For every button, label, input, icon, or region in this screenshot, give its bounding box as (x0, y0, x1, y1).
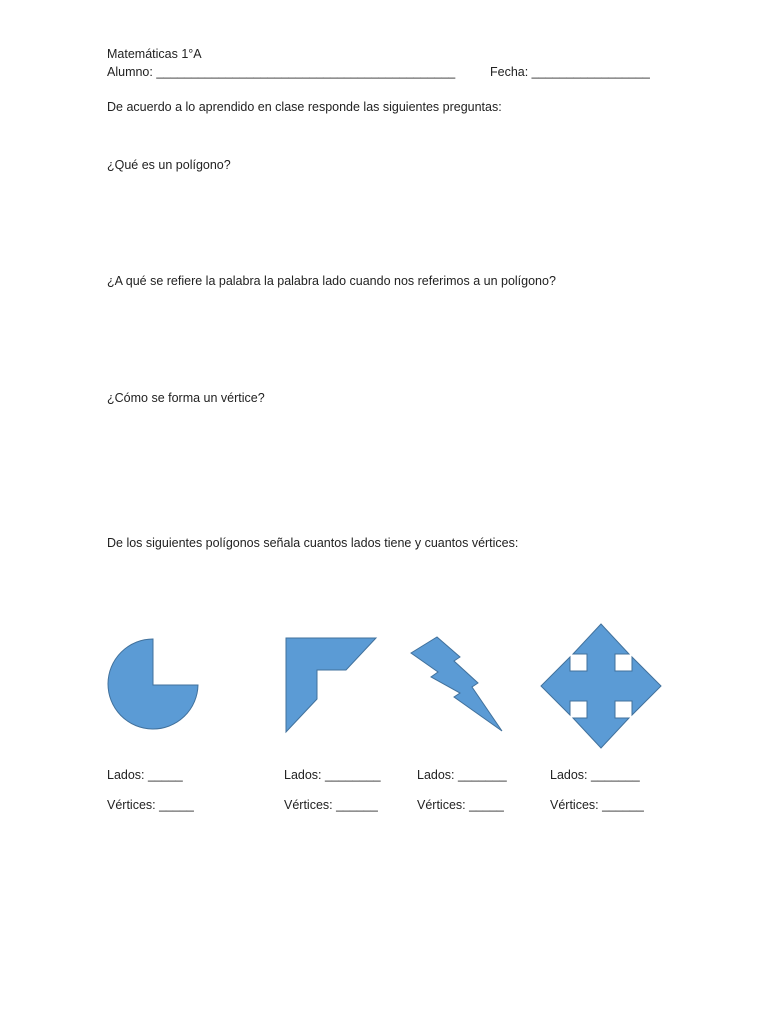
figure-1-vertices-label: Vértices: _____ (107, 798, 194, 812)
figure-2-sides-label: Lados: ________ (284, 768, 381, 782)
figure-2-vertices-label: Vértices: ______ (284, 798, 378, 812)
question-2: ¿A qué se refiere la palabra la palabra lado cuando nos referimos a un polígono? (107, 274, 556, 288)
instructions-text: De acuerdo a lo aprendido en clase responde las siguientes preguntas: (107, 100, 502, 114)
figure-1-sides-label: Lados: _____ (107, 768, 183, 782)
student-name-field: Alumno: ___________________________________________ (107, 65, 456, 79)
question-1: ¿Qué es un polígono? (107, 158, 231, 172)
figure-4-sides-label: Lados: _______ (550, 768, 640, 782)
four-way-arrow-figure (539, 622, 663, 750)
figure-3-vertices-label: Vértices: _____ (417, 798, 504, 812)
pie-shape-figure (105, 636, 201, 734)
lightning-bolt-figure (410, 636, 506, 734)
figure-3-sides-label: Lados: _______ (417, 768, 507, 782)
corner-shape-figure (284, 636, 380, 734)
figure-4-vertices-label: Vértices: ______ (550, 798, 644, 812)
subject-title: Matemáticas 1°A (107, 47, 202, 61)
question-3: ¿Cómo se forma un vértice? (107, 391, 265, 405)
date-field: Fecha: _________________ (490, 65, 650, 79)
polygons-prompt: De los siguientes polígonos señala cuantos lados tiene y cuantos vértices: (107, 536, 519, 550)
